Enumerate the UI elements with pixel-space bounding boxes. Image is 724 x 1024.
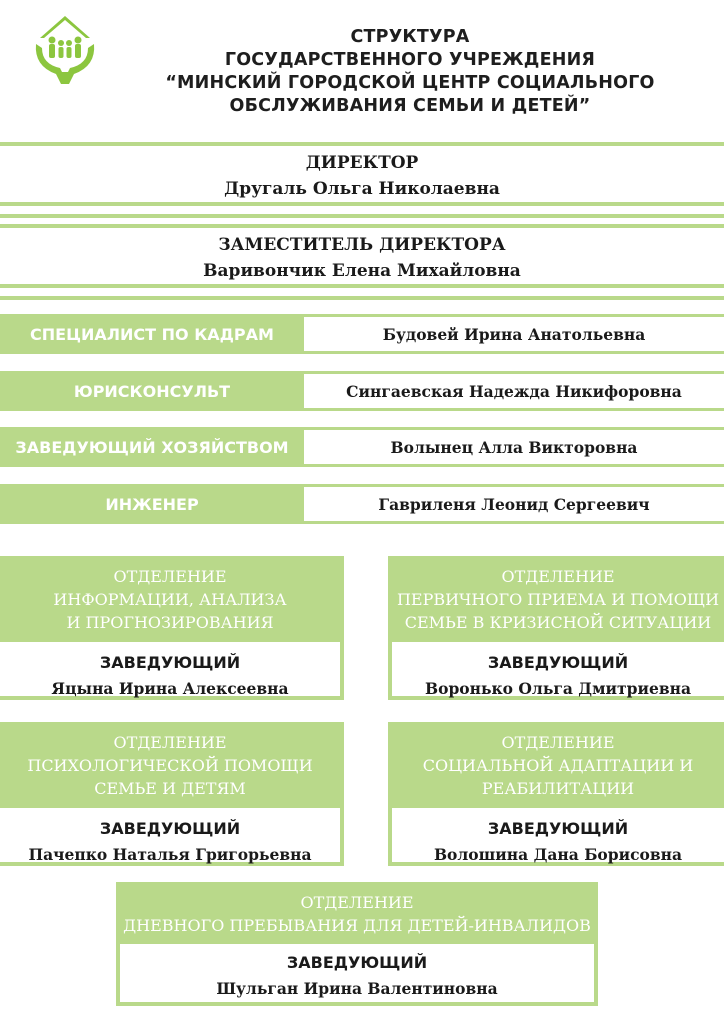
- department-title: ОТДЕЛЕНИЕ: [113, 733, 227, 752]
- department-head: [392, 650, 724, 702]
- page-title: [150, 26, 670, 118]
- staff-name: Гавриленя Леонид Сергеевич: [304, 484, 724, 524]
- department-title: РЕАБИЛИТАЦИИ: [481, 779, 635, 798]
- department-title: ИНФОРМАЦИИ, АНАЛИЗА: [53, 590, 287, 609]
- divider-line: [0, 214, 724, 218]
- head-name: Пачепко Наталья Григорьевна: [28, 845, 312, 864]
- department-title: ОТДЕЛЕНИЕ: [300, 893, 414, 912]
- head-role: ЗАВЕДУЮЩИЙ: [99, 653, 241, 672]
- title-line-2: ГОСУДАРСТВЕННОГО УЧРЕЖДЕНИЯ: [224, 50, 596, 70]
- head-role: ЗАВЕДУЮЩИЙ: [487, 819, 629, 838]
- staff-name: Сингаевская Надежда Никифоровна: [304, 371, 724, 411]
- department-title: ОТДЕЛЕНИЕ: [501, 567, 615, 586]
- staff-row: [0, 484, 724, 524]
- director-role: ДИРЕКТОР: [305, 153, 419, 173]
- department-header: [120, 886, 594, 944]
- head-name: Волошина Дана Борисовна: [433, 845, 683, 864]
- title-line-1: СТРУКТУРА: [350, 27, 470, 47]
- department-head: [392, 816, 724, 868]
- head-role: ЗАВЕДУЮЩИЙ: [99, 819, 241, 838]
- staff-row: [0, 427, 724, 467]
- family-in-hands-icon: [30, 14, 100, 84]
- director-name: Другаль Ольга Николаевна: [224, 179, 500, 199]
- staff-role: СПЕЦИАЛИСТ ПО КАДРАМ: [0, 314, 304, 354]
- staff-role: ЮРИСКОНСУЛЬТ: [0, 371, 304, 411]
- staff-row: [0, 314, 724, 354]
- staff-role: ИНЖЕНЕР: [0, 484, 304, 524]
- department-title: И ПРОГНОЗИРОВАНИЯ: [66, 613, 274, 632]
- director-block: [0, 142, 724, 206]
- department-title: СОЦИАЛЬНОЙ АДАПТАЦИИ И: [422, 756, 694, 775]
- deputy-block: [0, 224, 724, 288]
- head-name: Шульган Ирина Валентиновна: [216, 979, 498, 998]
- divider-line: [0, 296, 724, 300]
- staff-name: Волынец Алла Викторовна: [304, 427, 724, 467]
- department-title: ОТДЕЛЕНИЕ: [501, 733, 615, 752]
- staff-name: Будовей Ирина Анатольевна: [304, 314, 724, 354]
- department-header: [0, 726, 340, 808]
- staff-row: [0, 371, 724, 411]
- department-header: [392, 560, 724, 642]
- department-title: ПСИХОЛОГИЧЕСКОЙ ПОМОЩИ: [27, 756, 313, 775]
- department-card: [388, 556, 724, 700]
- department-title: ОТДЕЛЕНИЕ: [113, 567, 227, 586]
- department-title: ДНЕВНОГО ПРЕБЫВАНИЯ ДЛЯ ДЕТЕЙ-ИНВАЛИДОВ: [123, 916, 591, 935]
- department-card: [116, 882, 598, 1006]
- title-line-3: “МИНСКИЙ ГОРОДСКОЙ ЦЕНТР СОЦИАЛЬНОГО: [165, 73, 655, 93]
- head-name: Яцына Ирина Алексеевна: [51, 679, 289, 698]
- department-title: СЕМЬЕ В КРИЗИСНОЙ СИТУАЦИИ: [404, 613, 712, 632]
- staff-role: ЗАВЕДУЮЩИЙ ХОЗЯЙСТВОМ: [0, 427, 304, 467]
- department-head: [0, 816, 340, 868]
- department-header: [0, 560, 340, 642]
- deputy-role: ЗАМЕСТИТЕЛЬ ДИРЕКТОРА: [218, 235, 506, 255]
- department-title: СЕМЬЕ И ДЕТЯМ: [94, 779, 246, 798]
- department-title: ПЕРВИЧНОГО ПРИЕМА И ПОМОЩИ: [396, 590, 720, 609]
- department-header: [392, 726, 724, 808]
- department-card: [388, 722, 724, 866]
- head-role: ЗАВЕДУЮЩИЙ: [487, 653, 629, 672]
- department-head: [120, 950, 594, 1002]
- department-head: [0, 650, 340, 702]
- head-role: ЗАВЕДУЮЩИЙ: [286, 953, 428, 972]
- deputy-name: Варивончик Елена Михайловна: [203, 261, 521, 281]
- title-line-4: ОБСЛУЖИВАНИЯ СЕМЬИ И ДЕТЕЙ”: [229, 96, 591, 116]
- department-card: [0, 556, 344, 700]
- department-card: [0, 722, 344, 866]
- head-name: Воронько Ольга Дмитриевна: [425, 679, 691, 698]
